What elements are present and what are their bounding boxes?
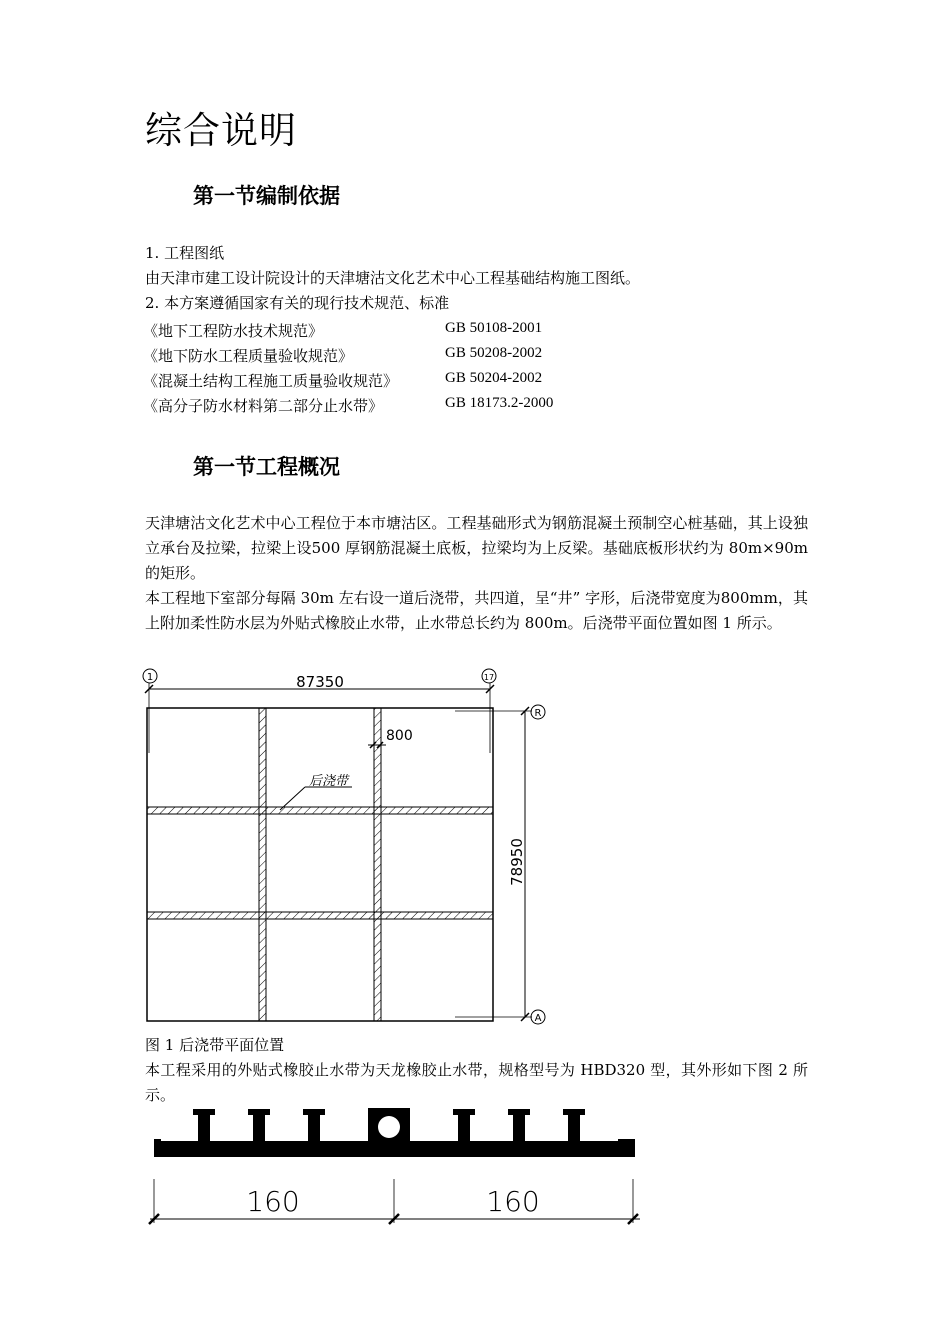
post-pour-band (147, 912, 493, 919)
band-label: 后浇带 (309, 774, 349, 789)
slab-outline (147, 708, 493, 1021)
post-pour-band (259, 708, 266, 1021)
standard-code: GB 50108-2001 (445, 320, 543, 336)
axis-label-right: 17 (483, 673, 495, 682)
dim-width: 87350 (296, 673, 344, 691)
post-pour-band (147, 807, 493, 814)
axis-label-left: 1 (146, 672, 154, 683)
standard-name: 《高分子防水材料第二部分止水带》 (143, 397, 384, 415)
standard-code: GB 50208-2002 (445, 345, 543, 361)
axis-label-bottom: A (534, 1013, 542, 1024)
dim-height: 78950 (508, 838, 526, 886)
standard-code: GB 50204-2002 (445, 370, 543, 386)
standard-name: 《混凝土结构工程施工质量验收规范》 (143, 372, 399, 390)
post-pour-band (374, 708, 381, 1021)
item-1-text: 由天津市建工设计院设计的天津塘沽文化艺术中心工程基础结构施工图纸。 (145, 269, 641, 287)
section-heading-overview: 第一节工程概况 (193, 455, 340, 479)
figure-2-waterstop-profile (140, 1105, 650, 1230)
standard-name: 《地下工程防水技术规范》 (143, 322, 324, 340)
dim-band: 800 (386, 728, 413, 744)
standard-code: GB 18173.2-2000 (445, 395, 554, 411)
page-title: 综合说明 (145, 109, 297, 152)
dim-left: 160 (246, 1185, 300, 1218)
item-2: 2. 本方案遵循国家有关的现行技术规范、标准 (145, 294, 450, 312)
item-1: 1. 工程图纸 (145, 244, 225, 262)
overview-paragraph-2: 本工程地下室部分每隔 30m 左右设一道后浇带，共四道，呈“井” 字形，后浇带宽度为800mm，其上附加柔性防水层为外贴式橡胶止水带，止水带总长约为 800m。后浇带平面位置如图 1 所示。 (145, 589, 808, 632)
section-heading-basis: 第一节编制依据 (193, 184, 340, 208)
figure-1-caption: 图 1 后浇带平面位置 (145, 1036, 285, 1054)
figure-1-plan (130, 665, 560, 1030)
dim-right: 160 (486, 1185, 540, 1218)
axis-label-top: R (534, 708, 542, 719)
waterstop-paragraph: 本工程采用的外贴式橡胶止水带为天龙橡胶止水带，规格型号为 HBD320 型，其外形如下图 2 所示。 (145, 1061, 808, 1104)
standard-name: 《地下防水工程质量验收规范》 (143, 347, 354, 365)
waterstop-hole (378, 1116, 400, 1138)
overview-paragraph-1: 天津塘沽文化艺术中心工程位于本市塘沽区。工程基础形式为钢筋混凝土预制空心桩基础，其上设独立承台及拉梁，拉梁上设500 厚钢筋混凝土底板，拉梁均为上反梁。基础底板形状约为 80m×90m 的矩形。 (145, 514, 808, 582)
